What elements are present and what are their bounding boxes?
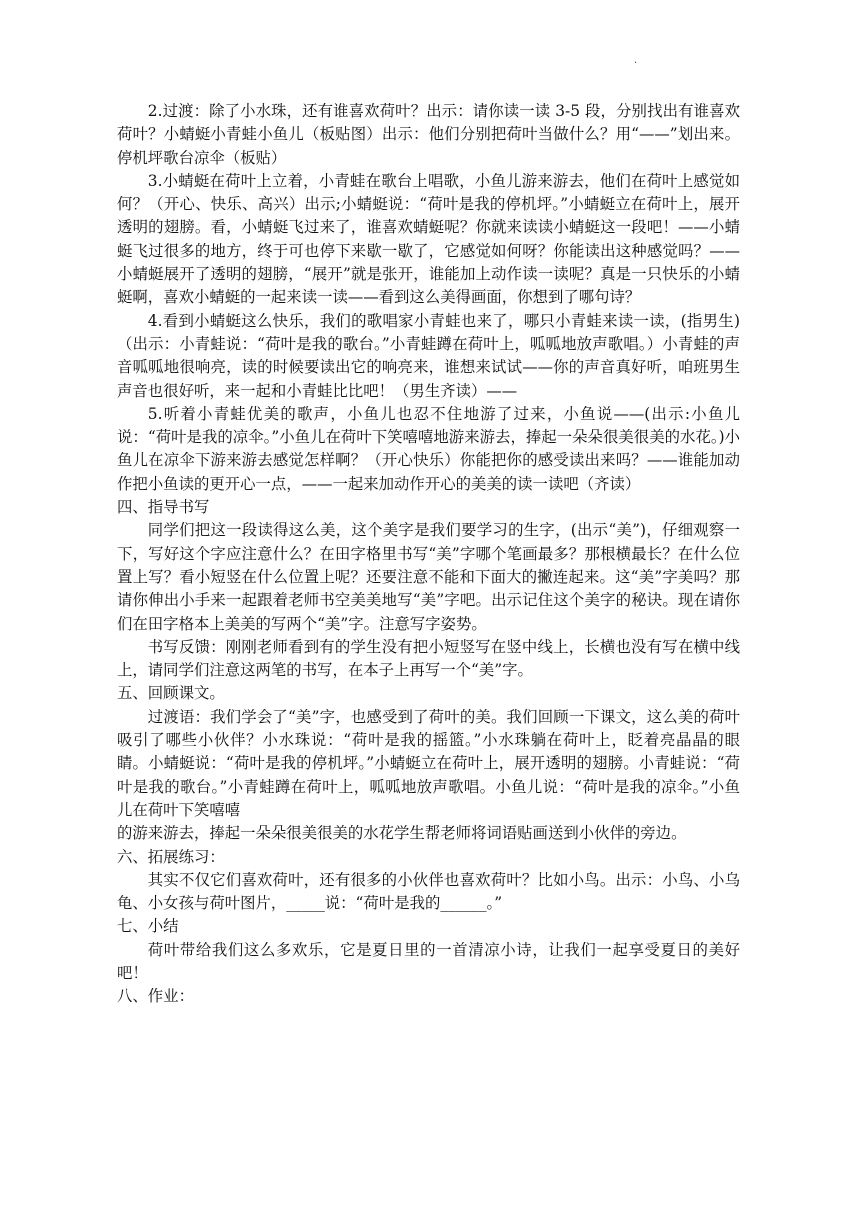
paragraph-review-continuation: 的游来游去，捧起一朵朵很美很美的水花学生帮老师将词语贴画送到小伙伴的旁边。 <box>117 824 687 843</box>
section-heading-extension: 六、拓展练习： <box>117 847 225 866</box>
paragraph-writing-feedback: 书写反馈：刚刚老师看到有的学生没有把小短竖写在竖中线上，长横也没有写在横中线上，请同学们注意这两笔的书写，在本子上再写一个“美”字。 <box>117 637 740 680</box>
paragraph-transition-step-2: 2.过渡：除了小水珠，还有谁喜欢荷叶？出示：请你读一读 3-5 段，分别找出有谁喜欢荷叶？小蜻蜓小青蛙小鱼儿（板贴图）出示：他们分别把荷叶当做什么？用“——”划出来。停机坪歌台凉伞（板贴） <box>117 102 740 167</box>
paragraph-summary: 荷叶带给我们这么多欢乐，它是夏日里的一首清凉小诗，让我们一起享受夏日的美好吧！ <box>117 940 740 982</box>
paragraph-review: 过渡语：我们学会了“美”字，也感受到了荷叶的美。我们回顾一下课文，这么美的荷叶吸引了哪些小伙伴？小水珠说：“荷叶是我的摇篮。”小水珠躺在荷叶上，眨着亮晶晶的眼睛。小蜻蜓说：“荷叶是我的停机坪。”小蜻蜓立在荷叶上，展开透明的翅膀。小青蛙说：“荷叶是我的歌台。”小青蛙蹲在荷叶上，呱呱地放声歌唱。小鱼儿说：“荷叶是我的凉伞。”小鱼儿在荷叶下笑嘻嘻 <box>117 707 740 819</box>
paragraph-fish-step-5: 5.听着小青蛙优美的歌声，小鱼儿也忍不住地游了过来，小鱼说——(出示:小鱼儿说：“荷叶是我的凉伞。”小鱼儿在荷叶下笑嘻嘻地游来游去，捧起一朵朵很美很美的水花。)小鱼儿在凉伞下游来游去感觉怎样啊？（开心快乐）你能把你的感受读出来吗？——谁能加动作把小鱼读的更开心一点，——一起来加动作开心的美美的读一读吧（齐读） <box>117 404 740 493</box>
section-heading-summary: 七、小结 <box>117 917 179 936</box>
header-mark: · <box>634 58 638 69</box>
paragraph-dragonfly-step-3: 3.小蜻蜓在荷叶上立着，小青蛙在歌台上唱歌，小鱼儿游来游去，他们在荷叶上感觉如何？（开心、快乐、高兴）出示;小蜻蜓说：“荷叶是我的停机坪。”小蜻蜓立在荷叶上，展开透明的翅膀。看，小蜻蜓飞过来了，谁喜欢蜻蜓呢？你就来读读小蜻蜓这一段吧！——小蜻蜓飞过很多的地方，终于可也停下来歇一歇了，它感觉如何呀？你能读出这种感觉吗？——小蜻蜓展开了透明的翅膀，“展开”就是张开，谁能加上动作读一读呢？真是一只快乐的小蜻蜓啊，喜欢小蜻蜓的一起来读一读——看到这么美得画面，你想到了哪句诗？ <box>117 171 740 307</box>
paragraph-extension: 其实不仅它们喜欢荷叶，还有很多的小伙伴也喜欢荷叶？比如小鸟。出示：小鸟、小乌龟、小女孩与荷叶图片，_____说：“荷叶是我的______。” <box>117 870 740 913</box>
document-body <box>117 100 740 1009</box>
section-heading-writing-guidance: 四、指导书写 <box>117 498 210 517</box>
section-heading-review: 五、回顾课文。 <box>117 684 225 703</box>
paragraph-writing-guidance: 同学们把这一段读得这么美，这个美字是我们要学习的生字，(出示“美”)，仔细观察一下，写好这个字应注意什么？在田字格里书写“美”字哪个笔画最多？那根横最长？在什么位置上写？看小短竖在什么位置上呢？还要注意不能和下面大的撇连起来。这“美”字美吗？那请你伸出小手来一起跟着老师书空美美地写“美”字吧。出示记住这个美字的秘诀。现在请你们在田字格本上美美的写两个“美”字。注意写字姿势。 <box>117 521 740 633</box>
section-heading-homework: 八、作业： <box>117 987 194 1006</box>
paragraph-frog-step-4: 4.看到小蜻蜓这么快乐，我们的歌唱家小青蛙也来了，哪只小青蛙来读一读，(指男生)（出示：小青蛙说：“荷叶是我的歌台。”小青蛙蹲在荷叶上，呱呱地放声歌唱。）小青蛙的声音呱呱地很响亮，读的时候要读出它的响亮来，谁想来试试——你的声音真好听，咱班男生声音也很好听，来一起和小青蛙比比吧！（男生齐读）—— <box>117 311 740 400</box>
